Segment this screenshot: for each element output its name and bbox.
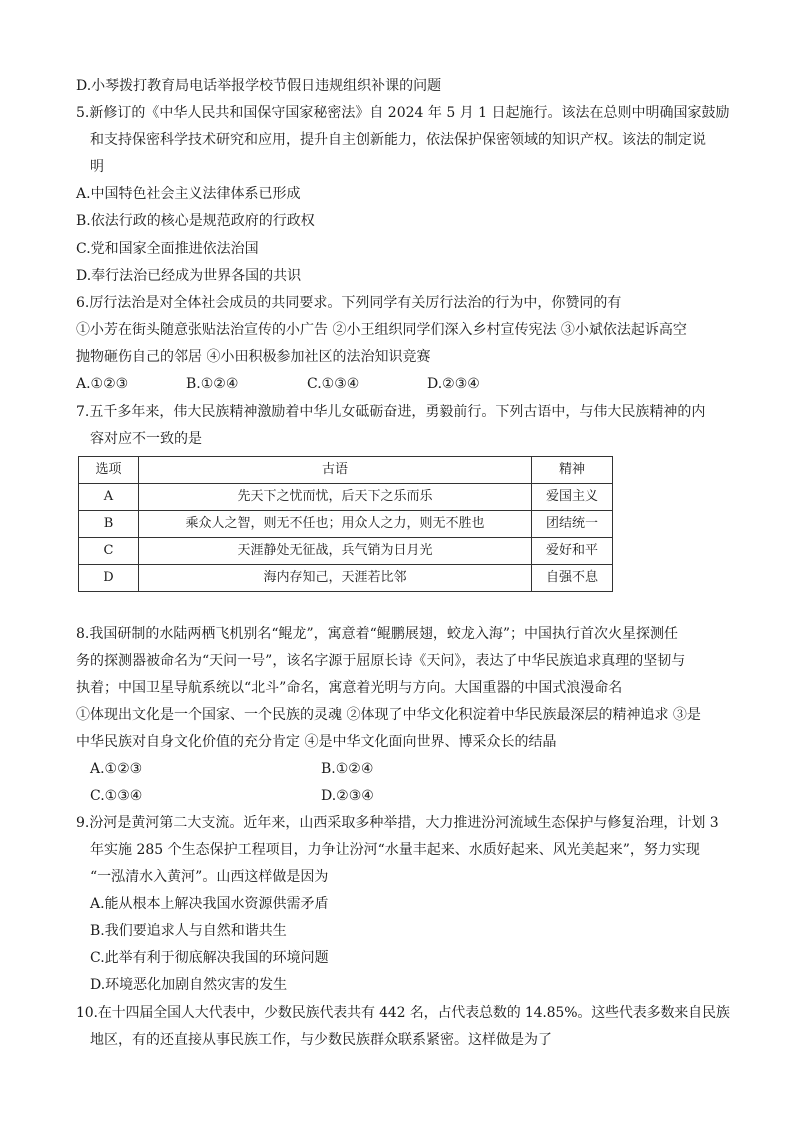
q5-option-a: A.中国特色社会主义法律体系已形成 [76, 186, 301, 202]
q6-option-a: A.①②③ [76, 376, 129, 392]
q5-stem-line3: 明 [90, 159, 104, 175]
q7-stem-line1: 7.五千多年来，伟大民族精神激励着中华儿女砥砺奋进，勇毅前行。下列古语中，与伟大民族精神的内 [76, 404, 706, 420]
table-cell: B [79, 511, 139, 538]
q5-option-d: D.奉行法治已经成为世界各国的共识 [76, 268, 302, 284]
q9-option-a: A.能从根本上解决我国水资源供需矛盾 [90, 896, 329, 912]
table-row [79, 538, 613, 565]
q7-stem-line2: 容对应不一致的是 [90, 431, 202, 447]
q8-option-b: B.①②④ [321, 761, 374, 777]
table-cell: 乘众人之智，则无不任也；用众人之力，则无不胜也 [139, 511, 532, 538]
q6-items-line1: ①小芳在街头随意张贴法治宣传的小广告 ②小王组织同学们深入乡村宣传宪法 ③小斌依法起诉高空 [76, 322, 687, 338]
table-cell: 爱国主义 [532, 484, 613, 511]
q9-option-d: D.环境恶化加剧自然灾害的发生 [90, 977, 288, 993]
q8-stem-line1: 8.我国研制的水陆两栖飞机别名“鲲龙”，寓意着“鲲鹏展翅，蛟龙入海”；中国执行首次火星探测任 [76, 626, 678, 642]
table-header-row [79, 457, 613, 484]
q4-option-d: D.小琴拨打教育局电话举报学校节假日违规组织补课的问题 [76, 78, 442, 94]
q7-table [78, 456, 613, 592]
table-header-cell: 精神 [532, 457, 613, 484]
q5-stem-line1: 5.新修订的《中华人民共和国保守国家秘密法》自 2024 年 5 月 1 日起施行。该法在总则中明确国家鼓励 [76, 105, 730, 121]
table-cell: 海内存知己，天涯若比邻 [139, 565, 532, 592]
table-header-cell: 选项 [79, 457, 139, 484]
table-row [79, 511, 613, 538]
table-cell: 团结统一 [532, 511, 613, 538]
q5-stem-line2: 和支持保密科学技术研究和应用，提升自主创新能力，依法保护保密领域的知识产权。该法的制定说 [90, 132, 706, 148]
q6-stem-line1: 6.厉行法治是对全体社会成员的共同要求。下列同学有关厉行法治的行为中，你赞同的有 [76, 295, 622, 311]
q5-option-b: B.依法行政的核心是规范政府的行政权 [76, 213, 315, 229]
q8-stem-line3: 执着；中国卫星导航系统以“北斗”命名，寓意着光明与方向。大国重器的中国式浪漫命名 [76, 680, 623, 696]
q8-option-d: D.②③④ [321, 788, 374, 804]
q9-stem-line3: “一泓清水入黄河”。山西这样做是因为 [90, 869, 329, 885]
table-cell: 爱好和平 [532, 538, 613, 565]
table-row [79, 565, 613, 592]
q9-option-c: C.此举有利于彻底解决我国的环境问题 [90, 950, 329, 966]
q8-stem-line2: 务的探测器被命名为“天问一号”，该名字源于屈原长诗《天问》，表达了中华民族追求真理的坚韧与 [76, 653, 686, 669]
q9-stem-line1: 9.汾河是黄河第二大支流。近年来，山西采取多种举措，大力推进汾河流域生态保护与修复治理，计划 3 [76, 815, 719, 831]
q8-option-a: A.①②③ [90, 761, 143, 777]
q9-stem-line2: 年实施 285 个生态保护工程项目，力争让汾河“水量丰起来、水质好起来、风光美起来”，努力实现 [90, 842, 700, 858]
table-cell: 先天下之忧而忧，后天下之乐而乐 [139, 484, 532, 511]
q10-stem-line1: 10.在十四届全国人大代表中，少数民族代表共有 442 名，占代表总数的 14.85%。这些代表多数来自民族 [76, 1005, 730, 1021]
table-cell: D [79, 565, 139, 592]
q6-option-c: C.①③④ [307, 376, 360, 392]
table-row [79, 484, 613, 511]
q8-option-c: C.①③④ [90, 788, 143, 804]
table-cell: 自强不息 [532, 565, 613, 592]
table-cell: C [79, 538, 139, 565]
q5-option-c: C.党和国家全面推进依法治国 [76, 241, 259, 257]
q8-items-line1: ①体现出文化是一个国家、一个民族的灵魂 ②体现了中华文化积淀着中华民族最深层的精神追求 ③是 [76, 707, 701, 723]
q6-option-b: B.①②④ [186, 376, 239, 392]
q10-stem-line2: 地区，有的还直接从事民族工作，与少数民族群众联系紧密。这样做是为了 [90, 1032, 552, 1048]
table-cell: 天涯静处无征战，兵气销为日月光 [139, 538, 532, 565]
q9-option-b: B.我们要追求人与自然和谐共生 [90, 923, 287, 939]
q6-option-d: D.②③④ [427, 376, 480, 392]
q6-items-line2: 抛物砸伤自己的邻居 ④小田积极参加社区的法治知识竞赛 [76, 349, 431, 365]
table-cell: A [79, 484, 139, 511]
table-header-cell: 古语 [139, 457, 532, 484]
q8-items-line2: 中华民族对自身文化价值的充分肯定 ④是中华文化面向世界、博采众长的结晶 [76, 734, 557, 750]
